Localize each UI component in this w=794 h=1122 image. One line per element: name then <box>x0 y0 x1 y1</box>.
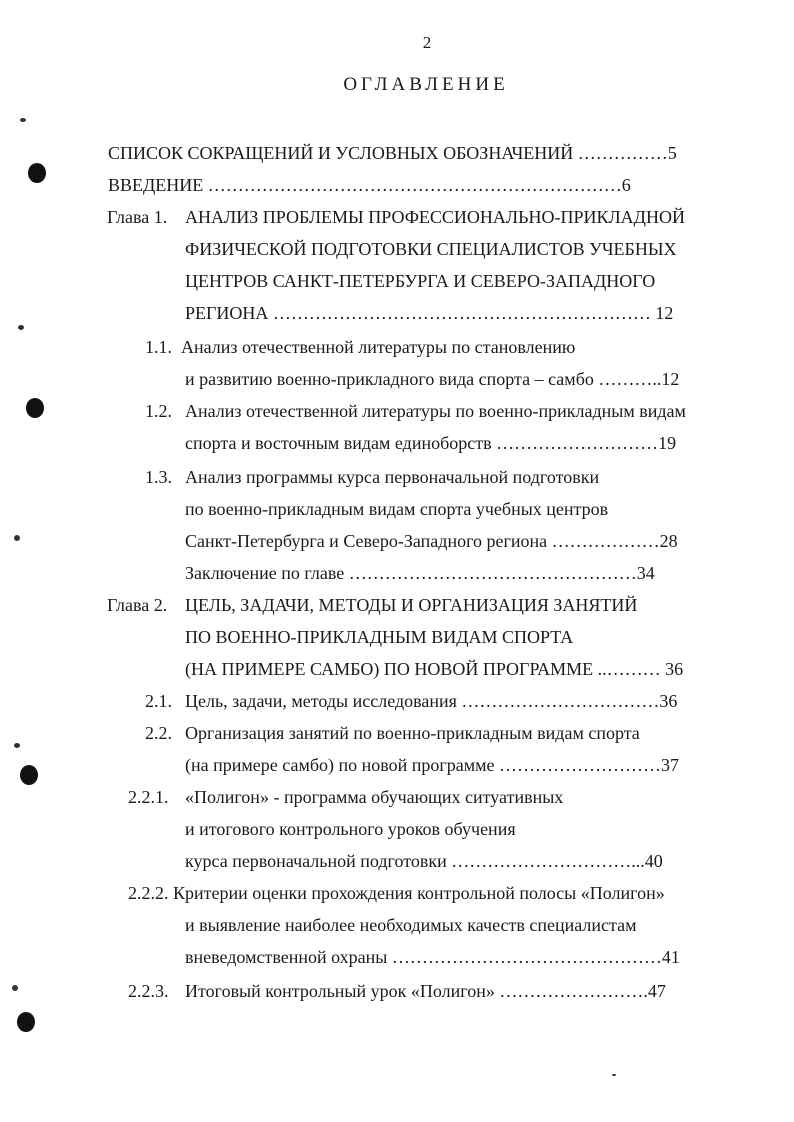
toc-chapter-2-title[interactable]: (НА ПРИМЕРЕ САМБО) ПО НОВОЙ ПРОГРАММЕ ..……… 36 <box>185 659 684 679</box>
toc-section-number: 1.3. <box>145 467 172 487</box>
toc-section-2-2-3[interactable]: Итоговый контрольный урок «Полигон» …………………….47 <box>185 981 666 1001</box>
toc-section-number: 2.2.3. <box>128 981 169 1001</box>
punch-hole <box>28 163 46 183</box>
scan-speck <box>18 325 24 330</box>
scan-speck <box>12 985 18 991</box>
toc-section-2-2-2[interactable]: и выявление наиболее необходимых качеств специалистам <box>185 915 637 935</box>
scan-speck <box>612 1074 616 1076</box>
toc-section-2-2-1[interactable]: «Полигон» - программа обучающих ситуативных <box>185 787 564 807</box>
toc-section-2-1[interactable]: Цель, задачи, методы исследования ……………………………36 <box>185 691 678 711</box>
toc-section-1-1[interactable]: Анализ отечественной литературы по становлению <box>181 337 576 357</box>
scan-speck <box>14 743 20 748</box>
toc-chapter-2-title[interactable]: ЦЕЛЬ, ЗАДАЧИ, МЕТОДЫ И ОРГАНИЗАЦИЯ ЗАНЯТИЙ <box>185 595 638 615</box>
toc-section-2-2[interactable]: (на примере самбо) по новой программе ………………………37 <box>185 755 680 775</box>
toc-section-1-3[interactable]: Анализ программы курса первоначальной подготовки <box>185 467 600 487</box>
page-number: 2 <box>422 33 432 52</box>
toc-section-number: 1.2. <box>145 401 172 421</box>
toc-title: ОГЛАВЛЕНИЕ <box>343 74 509 95</box>
toc-chapter-2-title[interactable]: ПО ВОЕННО-ПРИКЛАДНЫМ ВИДАМ СПОРТА <box>185 627 574 647</box>
toc-section-number: 2.2.1. <box>128 787 169 807</box>
toc-chapter-1-conclusion[interactable]: Заключение по главе …………………………………………34 <box>185 563 655 583</box>
toc-chapter-1-title[interactable]: АНАЛИЗ ПРОБЛЕМЫ ПРОФЕССИОНАЛЬНО-ПРИКЛАДНОЙ <box>185 207 685 227</box>
toc-chapter-1-title[interactable]: ФИЗИЧЕСКОЙ ПОДГОТОВКИ СПЕЦИАЛИСТОВ УЧЕБНЫХ <box>185 239 677 259</box>
toc-entry-abbreviations[interactable]: СПИСОК СОКРАЩЕНИЙ И УСЛОВНЫХ ОБОЗНАЧЕНИЙ ……………5 <box>108 143 677 163</box>
punch-hole <box>26 398 44 418</box>
punch-hole <box>20 765 38 785</box>
toc-chapter-1-title[interactable]: РЕГИОНА ……………………………………………………… 12 <box>185 303 674 323</box>
toc-section-2-2-1[interactable]: и итогового контрольного уроков обучения <box>185 819 516 839</box>
toc-chapter-2-label: Глава 2. <box>107 595 168 615</box>
toc-chapter-1-label: Глава 1. <box>107 207 168 227</box>
toc-section-1-1[interactable]: и развитию военно-прикладного вида спорта – самбо ………..12 <box>185 369 680 389</box>
toc-section-2-2-1[interactable]: курса первоначальной подготовки …………………………...40 <box>185 851 663 871</box>
scan-speck <box>14 535 20 541</box>
toc-section-1-2[interactable]: Анализ отечественной литературы по военно-прикладным видам <box>185 401 686 421</box>
toc-chapter-1-title[interactable]: ЦЕНТРОВ САНКТ-ПЕТЕРБУРГА И СЕВЕРО-ЗАПАДНОГО <box>185 271 656 291</box>
toc-section-number: 2.2. <box>145 723 172 743</box>
toc-section-1-3[interactable]: по военно-прикладным видам спорта учебных центров <box>185 499 609 519</box>
toc-section-2-2[interactable]: Организация занятий по военно-прикладным видам спорта <box>185 723 640 743</box>
toc-section-1-3[interactable]: Санкт-Петербурга и Северо-Западного региона ………………28 <box>185 531 678 551</box>
toc-section-2-2-2[interactable]: 2.2.2. Критерии оценки прохождения контрольной полосы «Полигон» <box>128 883 665 903</box>
toc-entry-introduction[interactable]: ВВЕДЕНИЕ ……………………………………………………………6 <box>108 175 631 195</box>
toc-section-1-2[interactable]: спорта и восточным видам единоборств ………………………19 <box>185 433 677 453</box>
toc-section-number: 2.1. <box>145 691 172 711</box>
toc-section-2-2-2[interactable]: вневедомственной охраны ………………………………………41 <box>185 947 680 967</box>
punch-hole <box>17 1012 35 1032</box>
scan-speck <box>20 118 26 122</box>
toc-section-number: 1.1. <box>145 337 172 357</box>
